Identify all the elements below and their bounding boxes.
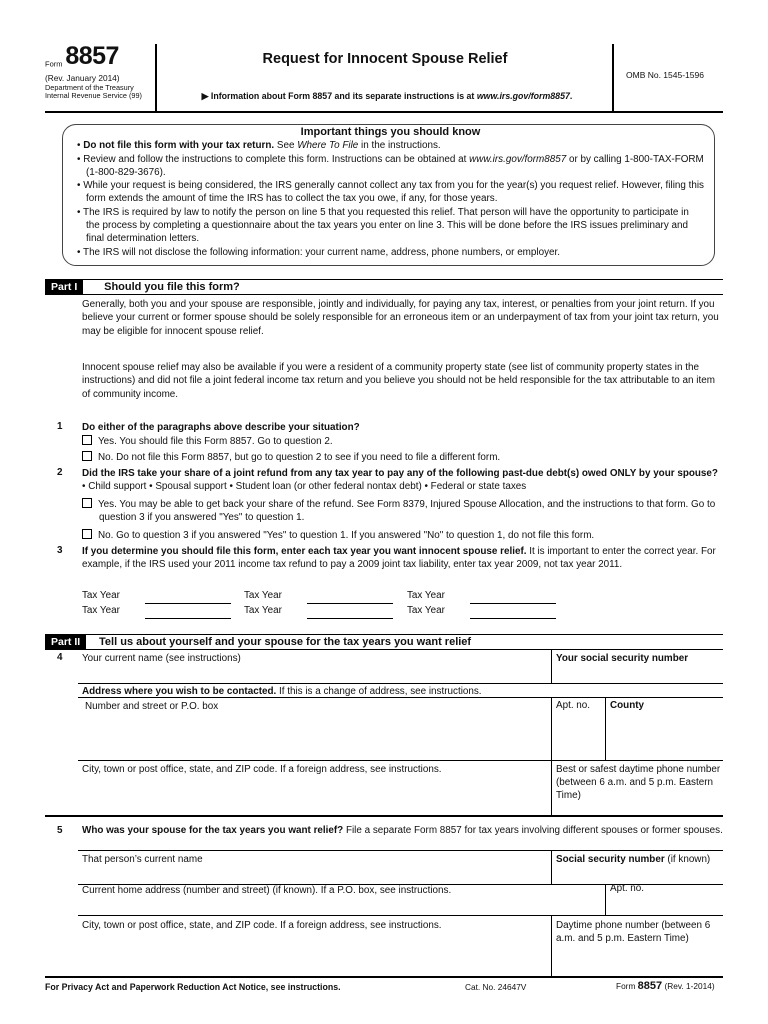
department-line2: Internal Revenue Service (99): [45, 91, 142, 101]
important-bullet-1: • Do not file this form with your tax return. See Where To File in the instructions.: [77, 139, 704, 152]
q1-yes-checkbox[interactable]: [82, 435, 92, 445]
street-field[interactable]: [82, 714, 547, 758]
q1-yes-option[interactable]: Yes. You should file this Form 8857. Go to question 2.: [82, 435, 722, 448]
city-field[interactable]: [82, 778, 547, 812]
catalog-number: Cat. No. 24647V: [465, 982, 527, 992]
important-bullet-4: • The IRS is required by law to notify the person on line 5 that you requested this relief. That person will have the opportunity to participate in the process by completing a questionnaire about the tax years you enter on line 3. This will be done before the IRS issues preliminary and final determination letters.: [77, 206, 704, 246]
spouse-phone-label: Daytime phone number (between 6 a.m. and 5 p.m. Eastern Time): [556, 920, 711, 944]
q2-no-checkbox[interactable]: [82, 529, 92, 539]
hrule: [45, 815, 723, 817]
spouse-ssn-field[interactable]: [556, 866, 721, 882]
form-number: 8857: [65, 42, 119, 70]
q2-yes-checkbox[interactable]: [82, 498, 92, 508]
q1-no-checkbox[interactable]: [82, 451, 92, 461]
q1-no-option[interactable]: No. Do not file this Form 8857, but go to question 2 to see if you need to file a different form.: [82, 451, 722, 464]
tax-year-label: Tax Year: [82, 590, 120, 601]
vrule: [551, 649, 552, 683]
form-word: Form: [45, 59, 63, 69]
tax-year-field[interactable]: [307, 618, 393, 619]
part1-paragraph-1: Generally, both you and your spouse are responsible, jointly and individually, for paying any tax, interest, or penalties from your joint return. If you believe your current or former spouse should be solely responsible for an erroneous item or an underpayment of tax from your joint tax return, you may be eligible for innocent spouse relief.: [82, 299, 719, 337]
spouse-name-field[interactable]: [82, 866, 547, 882]
q2-no-option[interactable]: No. Go to question 3 if you answered "Yes" to question 1. If you answered "No" to question 1, do not file this form.: [82, 529, 722, 542]
hrule: [78, 683, 723, 684]
part1-header: [45, 280, 240, 295]
your-ssn-label: Your social security number: [556, 653, 689, 664]
spouse-city-label: City, town or post office, state, and ZIP code. If a foreign address, see instructions.: [82, 920, 442, 931]
tax-year-field[interactable]: [307, 603, 393, 604]
your-name-label: Your current name (see instructions): [82, 653, 241, 664]
hrule: [78, 760, 723, 761]
your-ssn-field[interactable]: [556, 664, 721, 682]
spouse-apt-label: Apt. no.: [610, 883, 645, 894]
header-divider-right: [612, 44, 614, 111]
city-label: City, town or post office, state, and ZIP code. If a foreign address, see instructions.: [82, 764, 442, 775]
part1-title: Should you file this form?: [104, 281, 240, 293]
privacy-notice: For Privacy Act and Paperwork Reduction Act Notice, see instructions.: [45, 982, 341, 992]
vrule: [551, 850, 552, 884]
your-name-field[interactable]: [82, 664, 547, 682]
phone-label: Best or safest daytime phone number (between 6 a.m. and 5 p.m. Eastern Time): [556, 764, 721, 801]
spouse-name-label: That person’s current name: [82, 854, 203, 865]
tax-year-field[interactable]: [145, 618, 231, 619]
important-bullet-5: • The IRS will not disclose the following information: your current name, address, phone numbers, or employer.: [77, 246, 704, 259]
part1-tag: Part I: [45, 280, 83, 294]
department-line1: Department of the Treasury: [45, 82, 134, 92]
revision-date: (Rev. January 2014): [45, 73, 120, 83]
tax-year-label: Tax Year: [244, 605, 282, 616]
question-1-text: Do either of the paragraphs above describe your situation?: [82, 422, 360, 433]
spouse-address-label: Current home address (number and street) (if known). If a P.O. box, see instructions.: [82, 885, 452, 896]
county-label: County: [610, 700, 645, 711]
tax-year-label: Tax Year: [82, 605, 120, 616]
header-rule: [45, 111, 723, 113]
part1-paragraph-2: Innocent spouse relief may also be available if you were a resident of a community property state (see list of community property states in the instructions) and did not file a joint federal income tax return and you believe you should not be held responsible for the tax attributable to an item of community income.: [82, 362, 715, 400]
important-bullet-2: • Review and follow the instructions to complete this form. Instructions can be obtained at www.irs.gov/form8857 or by calling 1-800-TAX-FORM (1-800-829-3676).: [77, 153, 704, 180]
vrule: [605, 884, 606, 915]
part2-bottom-rule: [45, 649, 723, 650]
part2-tag: Part II: [45, 635, 86, 649]
tax-year-label: Tax Year: [407, 590, 445, 601]
important-notice-box: [62, 124, 715, 266]
form-id-block: [45, 44, 155, 101]
footer-form-id: Form 8857 (Rev. 1-2014): [616, 980, 715, 992]
question-1-number: 1: [57, 421, 63, 432]
info-line: ▶ Information about Form 8857 and its separate instructions is at www.irs.gov/form8857.: [201, 91, 573, 101]
question-2-number: 2: [57, 467, 63, 478]
line-4-number: 4: [57, 652, 63, 663]
spouse-address-field[interactable]: [82, 898, 602, 913]
tax-year-field[interactable]: [470, 603, 556, 604]
hrule: [78, 850, 723, 851]
apt-field[interactable]: [556, 714, 602, 758]
part2-header: [45, 635, 471, 650]
part2-title: Tell us about yourself and your spouse for the tax years you want relief: [99, 636, 472, 648]
tax-year-label: Tax Year: [407, 605, 445, 616]
tax-year-field[interactable]: [145, 603, 231, 604]
info-url: www.irs.gov/form8857: [476, 91, 570, 101]
form-title: Request for Innocent Spouse Relief: [262, 51, 508, 67]
important-title: Important things you should know: [300, 126, 481, 138]
apt-label: Apt. no.: [556, 700, 591, 711]
vrule: [551, 697, 552, 760]
question-3-text: If you determine you should file this form, enter each tax year you want innocent spouse relief. It is important to enter the correct year. For example, if the IRS used your 2011 income tax refund to pay a 2009 joint tax liability, enter tax year 2009, not tax year 2011.: [82, 546, 716, 571]
line-5-number: 5: [57, 825, 63, 836]
vrule: [551, 915, 552, 976]
part1-bottom-rule: [45, 294, 723, 295]
tax-year-field[interactable]: [470, 618, 556, 619]
important-bullet-3: • While your request is being considered, the IRS generally cannot collect any tax from you for the year(s) you request relief. However, filing this form extends the amount of time the IRS has to collect the tax you owe, if any, for those years.: [77, 179, 704, 206]
question-3-number: 3: [57, 545, 63, 556]
question-2-text: Did the IRS take your share of a joint refund from any tax year to pay any of the following past-due debt(s) owed ONLY by your spouse? • Child support • Spousal support • Student loan (or other federal nontax debt) • Federal or state taxes: [82, 468, 718, 493]
vrule: [551, 760, 552, 815]
hrule: [78, 697, 723, 698]
hrule: [45, 976, 723, 978]
county-field[interactable]: [610, 714, 720, 758]
address-header: Address where you wish to be contacted. If this is a change of address, see instructions.: [82, 686, 482, 697]
street-label: Number and street or P.O. box: [85, 701, 219, 712]
hrule: [78, 915, 723, 916]
vrule: [605, 697, 606, 760]
line-5-text: Who was your spouse for the tax years you want relief? File a separate Form 8857 for tax years involving different spouses or former spouses.: [82, 825, 723, 836]
tax-year-label: Tax Year: [244, 590, 282, 601]
omb-number: OMB No. 1545-1596: [626, 70, 704, 80]
spouse-city-field[interactable]: [82, 934, 547, 974]
spouse-ssn-label: Social security number (if known): [556, 854, 711, 865]
q2-yes-option[interactable]: Yes. You may be able to get back your share of the refund. See Form 8379, Injured Spouse Allocation, and the instructions to that form. Go to question 3 if you answered "Yes" to question 1.: [82, 498, 722, 525]
header-divider-left: [155, 44, 157, 111]
